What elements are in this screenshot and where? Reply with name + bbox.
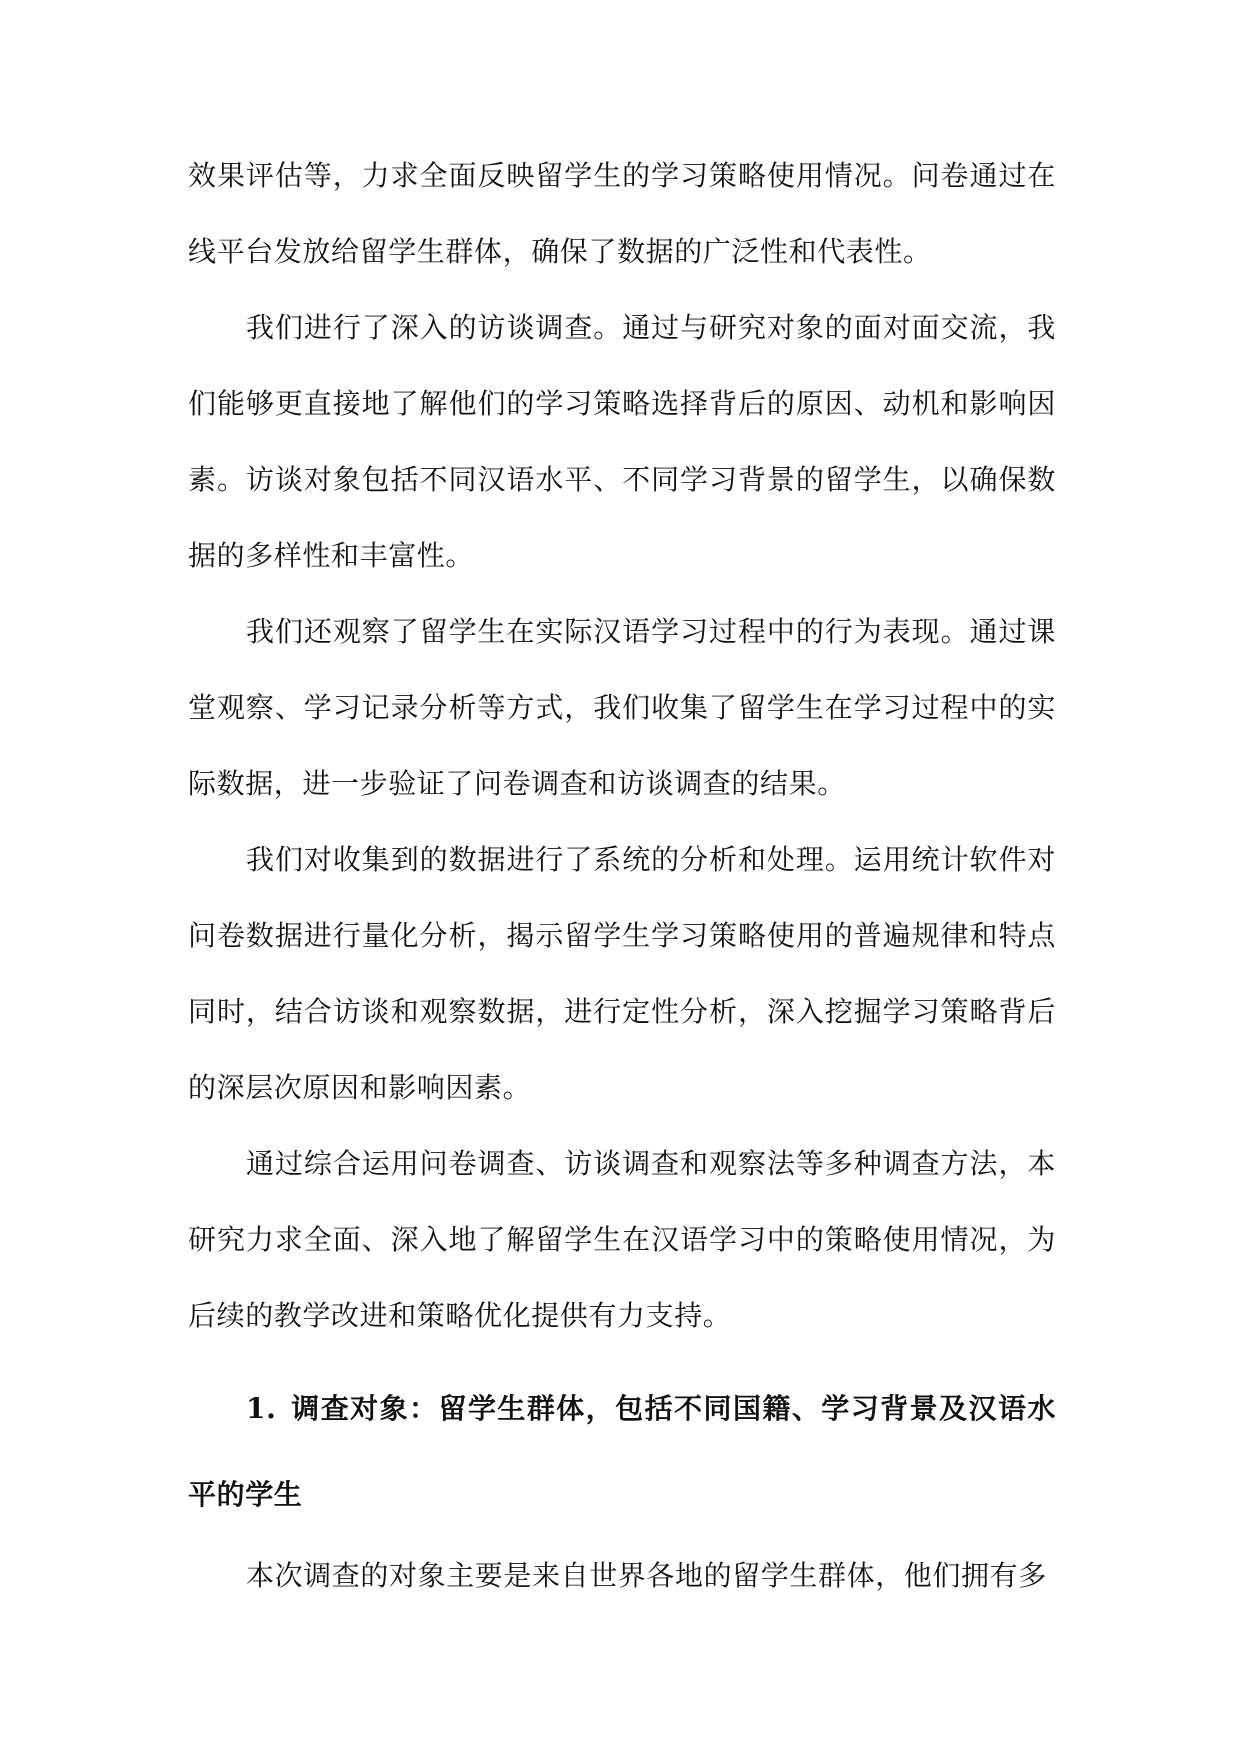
paragraph-interview-survey: 我们进行了深入的访谈调查。通过与研究对象的面对面交流，我们能够更直接地了解他们的学习策略选择背后的原因、动机和影响因素。访谈对象包括不同汉语水平、不同学习背景的留学生，以确保数据的多样性和丰富性。 xyxy=(188,311,1056,572)
paragraph-summary: 通过综合运用问卷调查、访谈调查和观察法等多种调查方法，本研究力求全面、深入地了解留学生在汉语学习中的策略使用情况，为后续的教学改进和策略优化提供有力支持。 xyxy=(188,1147,1056,1332)
document-body xyxy=(188,138,1056,1614)
section-heading xyxy=(188,1366,1056,1538)
paragraph-questionnaire-effect: 效果评估等，力求全面反映留学生的学习策略使用情况。问卷通过在线平台发放给留学生群体，确保了数据的广泛性和代表性。 xyxy=(188,159,1056,268)
section-heading-text: 调查对象：留学生群体，包括不同国籍、学习背景及汉语水平的学生 xyxy=(188,1392,1056,1511)
paragraph-survey-subjects: 本次调查的对象主要是来自世界各地的留学生群体，他们拥有多 xyxy=(246,1559,1047,1592)
paragraph-observation: 我们还观察了留学生在实际汉语学习过程中的行为表现。通过课堂观察、学习记录分析等方式，我们收集了留学生在学习过程中的实际数据，进一步验证了问卷调查和访谈调查的结果。 xyxy=(188,615,1056,800)
section-heading-number: 1. xyxy=(246,1392,277,1425)
paragraph-data-analysis: 我们对收集到的数据进行了系统的分析和处理。运用统计软件对问卷数据进行量化分析，揭示留学生学习策略使用的普遍规律和特点同时，结合访谈和观察数据，进行定性分析，深入挖掘学习策略背后的深层次原因和影响因素。 xyxy=(188,843,1056,1104)
